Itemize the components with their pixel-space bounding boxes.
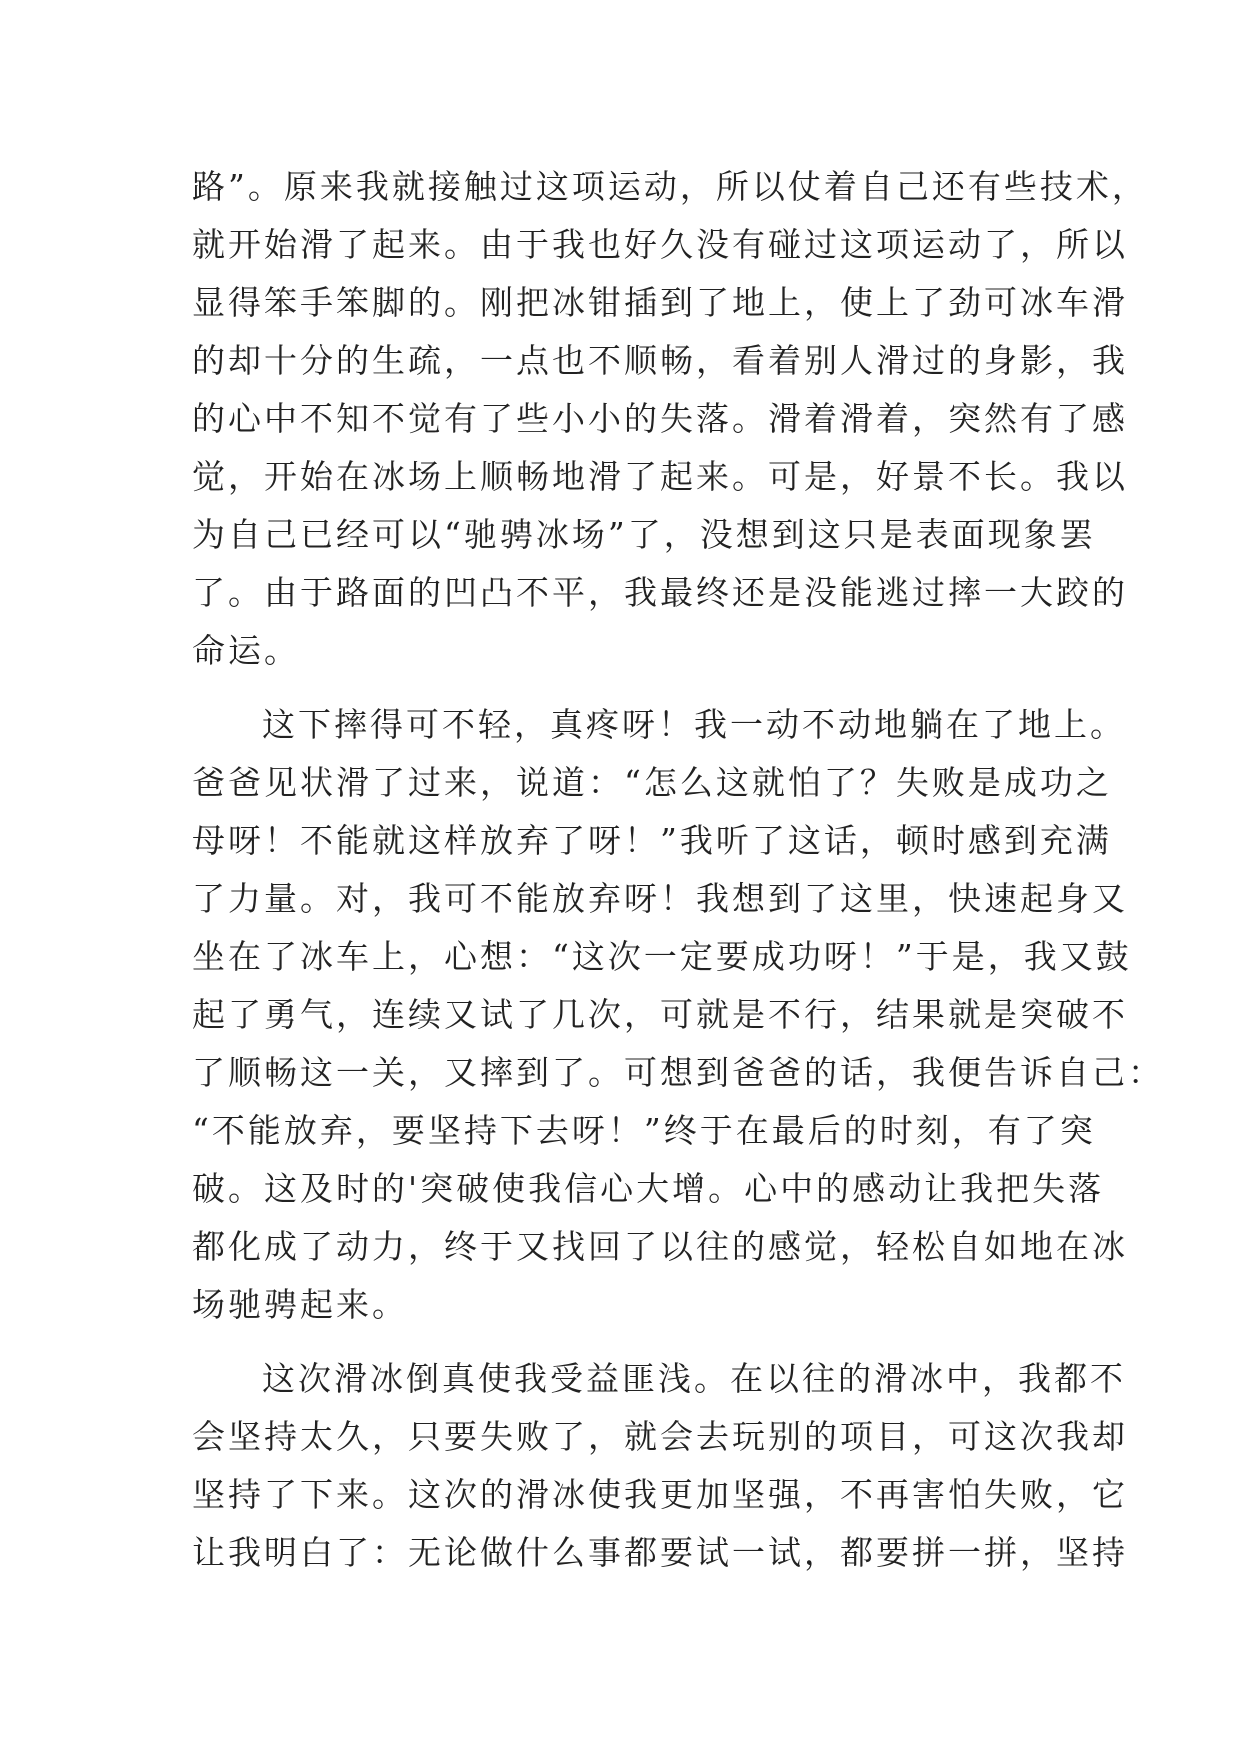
text-line: 了。由于路面的凹凸不平，我最终还是没能逃过摔一大跤的 (192, 573, 1128, 612)
text-line: 会坚持太久，只要失败了，就会去玩别的项目，可这次我却 (192, 1417, 1128, 1456)
text-line: 的心中不知不觉有了些小小的失落。滑着滑着，突然有了感 (192, 399, 1128, 438)
text-line: “不能放弃，要坚持下去呀！”终于在最后的时刻，有了突 (192, 1111, 1096, 1150)
text-line: 显得笨手笨脚的。刚把冰钳插到了地上，使上了劲可冰车滑 (192, 283, 1128, 322)
text-line: 坐在了冰车上，心想：“这次一定要成功呀！”于是，我又鼓 (192, 937, 1132, 976)
text-line: 让我明白了：无论做什么事都要试一试，都要拼一拼，坚持 (192, 1533, 1128, 1572)
paragraph-1 (192, 158, 1148, 680)
paragraph-spacer (192, 680, 1062, 696)
document-body (192, 158, 1164, 1582)
text-line: 母呀！不能就这样放弃了呀！”我听了这话，顿时感到充满 (192, 821, 1112, 860)
text-line: 了力量。对，我可不能放弃呀！我想到了这里，快速起身又 (192, 879, 1128, 918)
text-line: 的却十分的生疏，一点也不顺畅，看着别人滑过的身影，我 (192, 341, 1128, 380)
text-line: 为自己已经可以“驰骋冰场”了，没想到这只是表面现象罢 (192, 515, 1096, 554)
text-line: 路”。原来我就接触过这项运动，所以仗着自己还有些技术， (192, 167, 1148, 206)
text-line: 就开始滑了起来。由于我也好久没有碰过这项运动了，所以 (192, 225, 1128, 264)
paragraph-3 (192, 1350, 1128, 1582)
text-line: 坚持了下来。这次的滑冰使我更加坚强，不再害怕失败，它 (192, 1475, 1128, 1514)
text-line: 爸爸见状滑了过来，说道：“怎么这就怕了？失败是成功之 (192, 763, 1112, 802)
text-line: 命运。 (192, 631, 300, 670)
text-line: 破。这及时的'突破使我信心大增。心中的感动让我把失落 (192, 1169, 1105, 1208)
text-line: 了顺畅这一关，又摔到了。可想到爸爸的话，我便告诉自己： (192, 1053, 1164, 1092)
text-line: 都化成了动力，终于又找回了以往的感觉，轻松自如地在冰 (192, 1227, 1128, 1266)
paragraph-2 (192, 696, 1164, 1334)
text-line: 场驰骋起来。 (192, 1285, 408, 1324)
text-line: 这次滑冰倒真使我受益匪浅。在以往的滑冰中，我都不 (262, 1359, 1126, 1398)
text-line: 觉，开始在冰场上顺畅地滑了起来。可是，好景不长。我以 (192, 457, 1128, 496)
paragraph-spacer (192, 1334, 1062, 1350)
text-line: 这下摔得可不轻，真疼呀！我一动不动地躺在了地上。 (262, 705, 1126, 744)
text-line: 起了勇气，连续又试了几次，可就是不行，结果就是突破不 (192, 995, 1128, 1034)
